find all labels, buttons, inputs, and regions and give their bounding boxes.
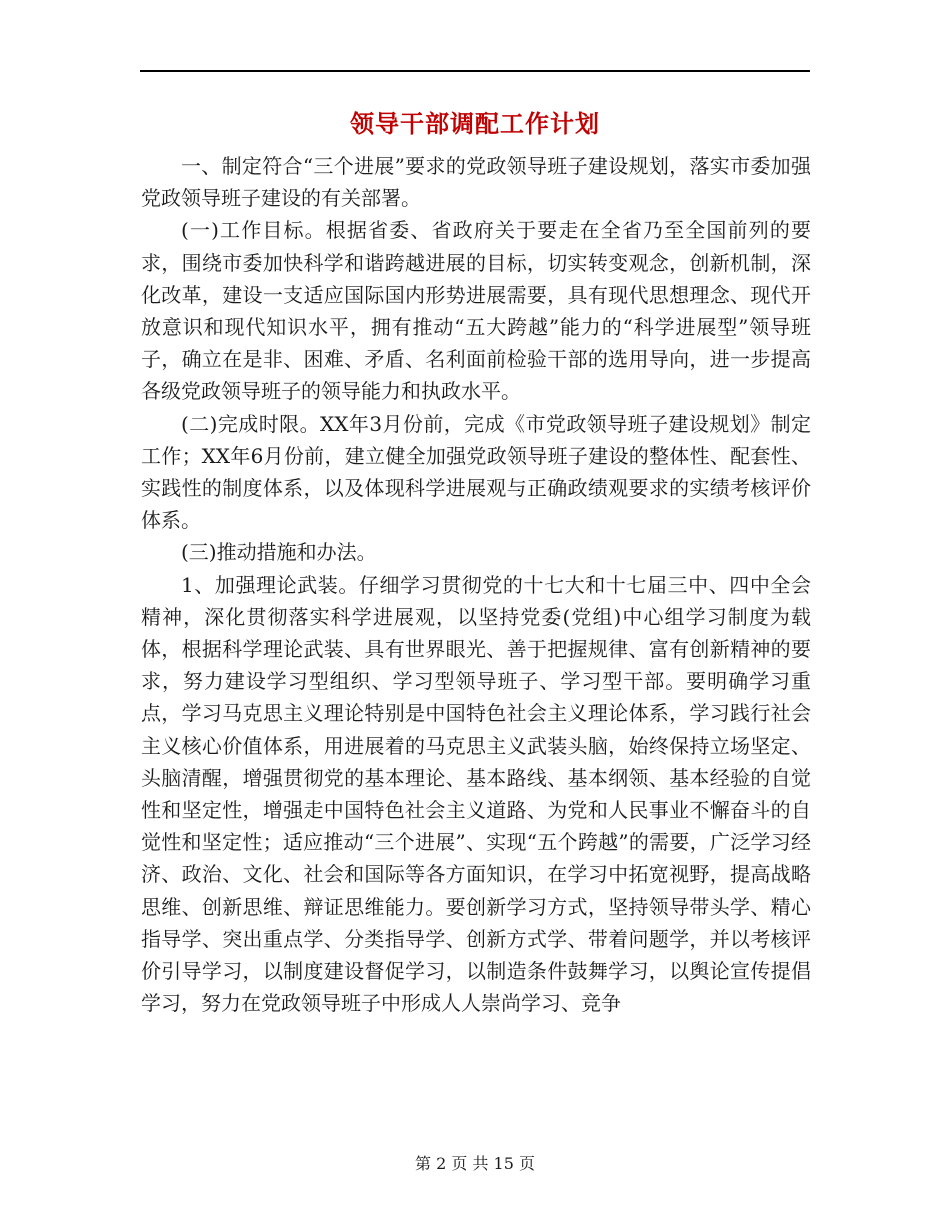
footer-suffix: 页 [519,1154,536,1173]
paragraph-section-one: 一、制定符合“三个进展”要求的党政领导班子建设规划，落实市委加强党政领导班子建设的有关部署。 [141,154,811,211]
document-body [141,150,811,1019]
footer-middle: 页 共 [451,1154,489,1173]
paragraph-theory-study: 1、加强理论武装。仔细学习贯彻党的十七大和十七届三中、四中全会精神，深化贯彻落实科学进展观，以坚持党委(党组)中心组学习制度为载体，根据科学理论武装、具有世界眼光、善于把握规律、富有创新精神的要求，努力建设学习型组织、学习型领导班子、学习型干部。要明确学习重点，学习马克思主义理论特别是中国特色社会主义理论体系，学习践行社会主义核心价值体系，用进展着的马克思主义武装头脑，始终保持立场坚定、头脑清醒，增强贯彻党的基本理论、基本路线、基本纲领、基本经验的自觉性和坚定性，增强走中国特色社会主义道路、为党和人民事业不懈奋斗的自觉性和坚定性；适应推动“三个进展”、实现“五个跨越”的需要，广泛学习经济、政治、文化、社会和国际等各方面知识，在学习中拓宽视野，提高战略思维、创新思维、辩证思维能力。要创新学习方式，坚持领导带头学、精心指导学、突出重点学、分类指导学、创新方式学、带着问题学，并以考核评价引导学习，以制度建设督促学习，以制造条件鼓舞学习，以舆论宣传提倡学习，努力在党政领导班子中形成人人崇尚学习、竞争 [141,572,811,1016]
document-title: 领导干部调配工作计划 [350,109,600,138]
page-footer [0,1152,950,1176]
paragraph-measures-heading: (三)推动措施和办法。 [181,540,377,565]
header-rule [140,70,810,72]
paragraph-deadline: (二)完成时限。XX年3月份前，完成《市党政领导班子建设规划》制定工作；XX年6月份前，建立健全加强党政领导班子建设的整体性、配套性、实践性的制度体系，以及体现科学进展观与正确政绩观要求的实绩考核评价体系。 [141,411,811,533]
footer-current-page: 2 [436,1154,447,1173]
paragraph-work-goal: (一)工作目标。根据省委、省政府关于要走在全省乃至全国前列的要求，围绕市委加快科学和谐跨越进展的目标，切实转变观念，创新机制，深化改革，建设一支适应国际国内形势进展需要，具有现代思想理念、现代开放意识和现代知识水平，拥有推动“五大跨越”能力的“科学进展型”领导班子，确立在是非、困难、矛盾、名利面前检验干部的选用导向，进一步提高各级党政领导班子的领导能力和执政水平。 [141,218,811,404]
footer-prefix: 第 [414,1154,431,1173]
footer-total-pages: 15 [493,1154,514,1173]
